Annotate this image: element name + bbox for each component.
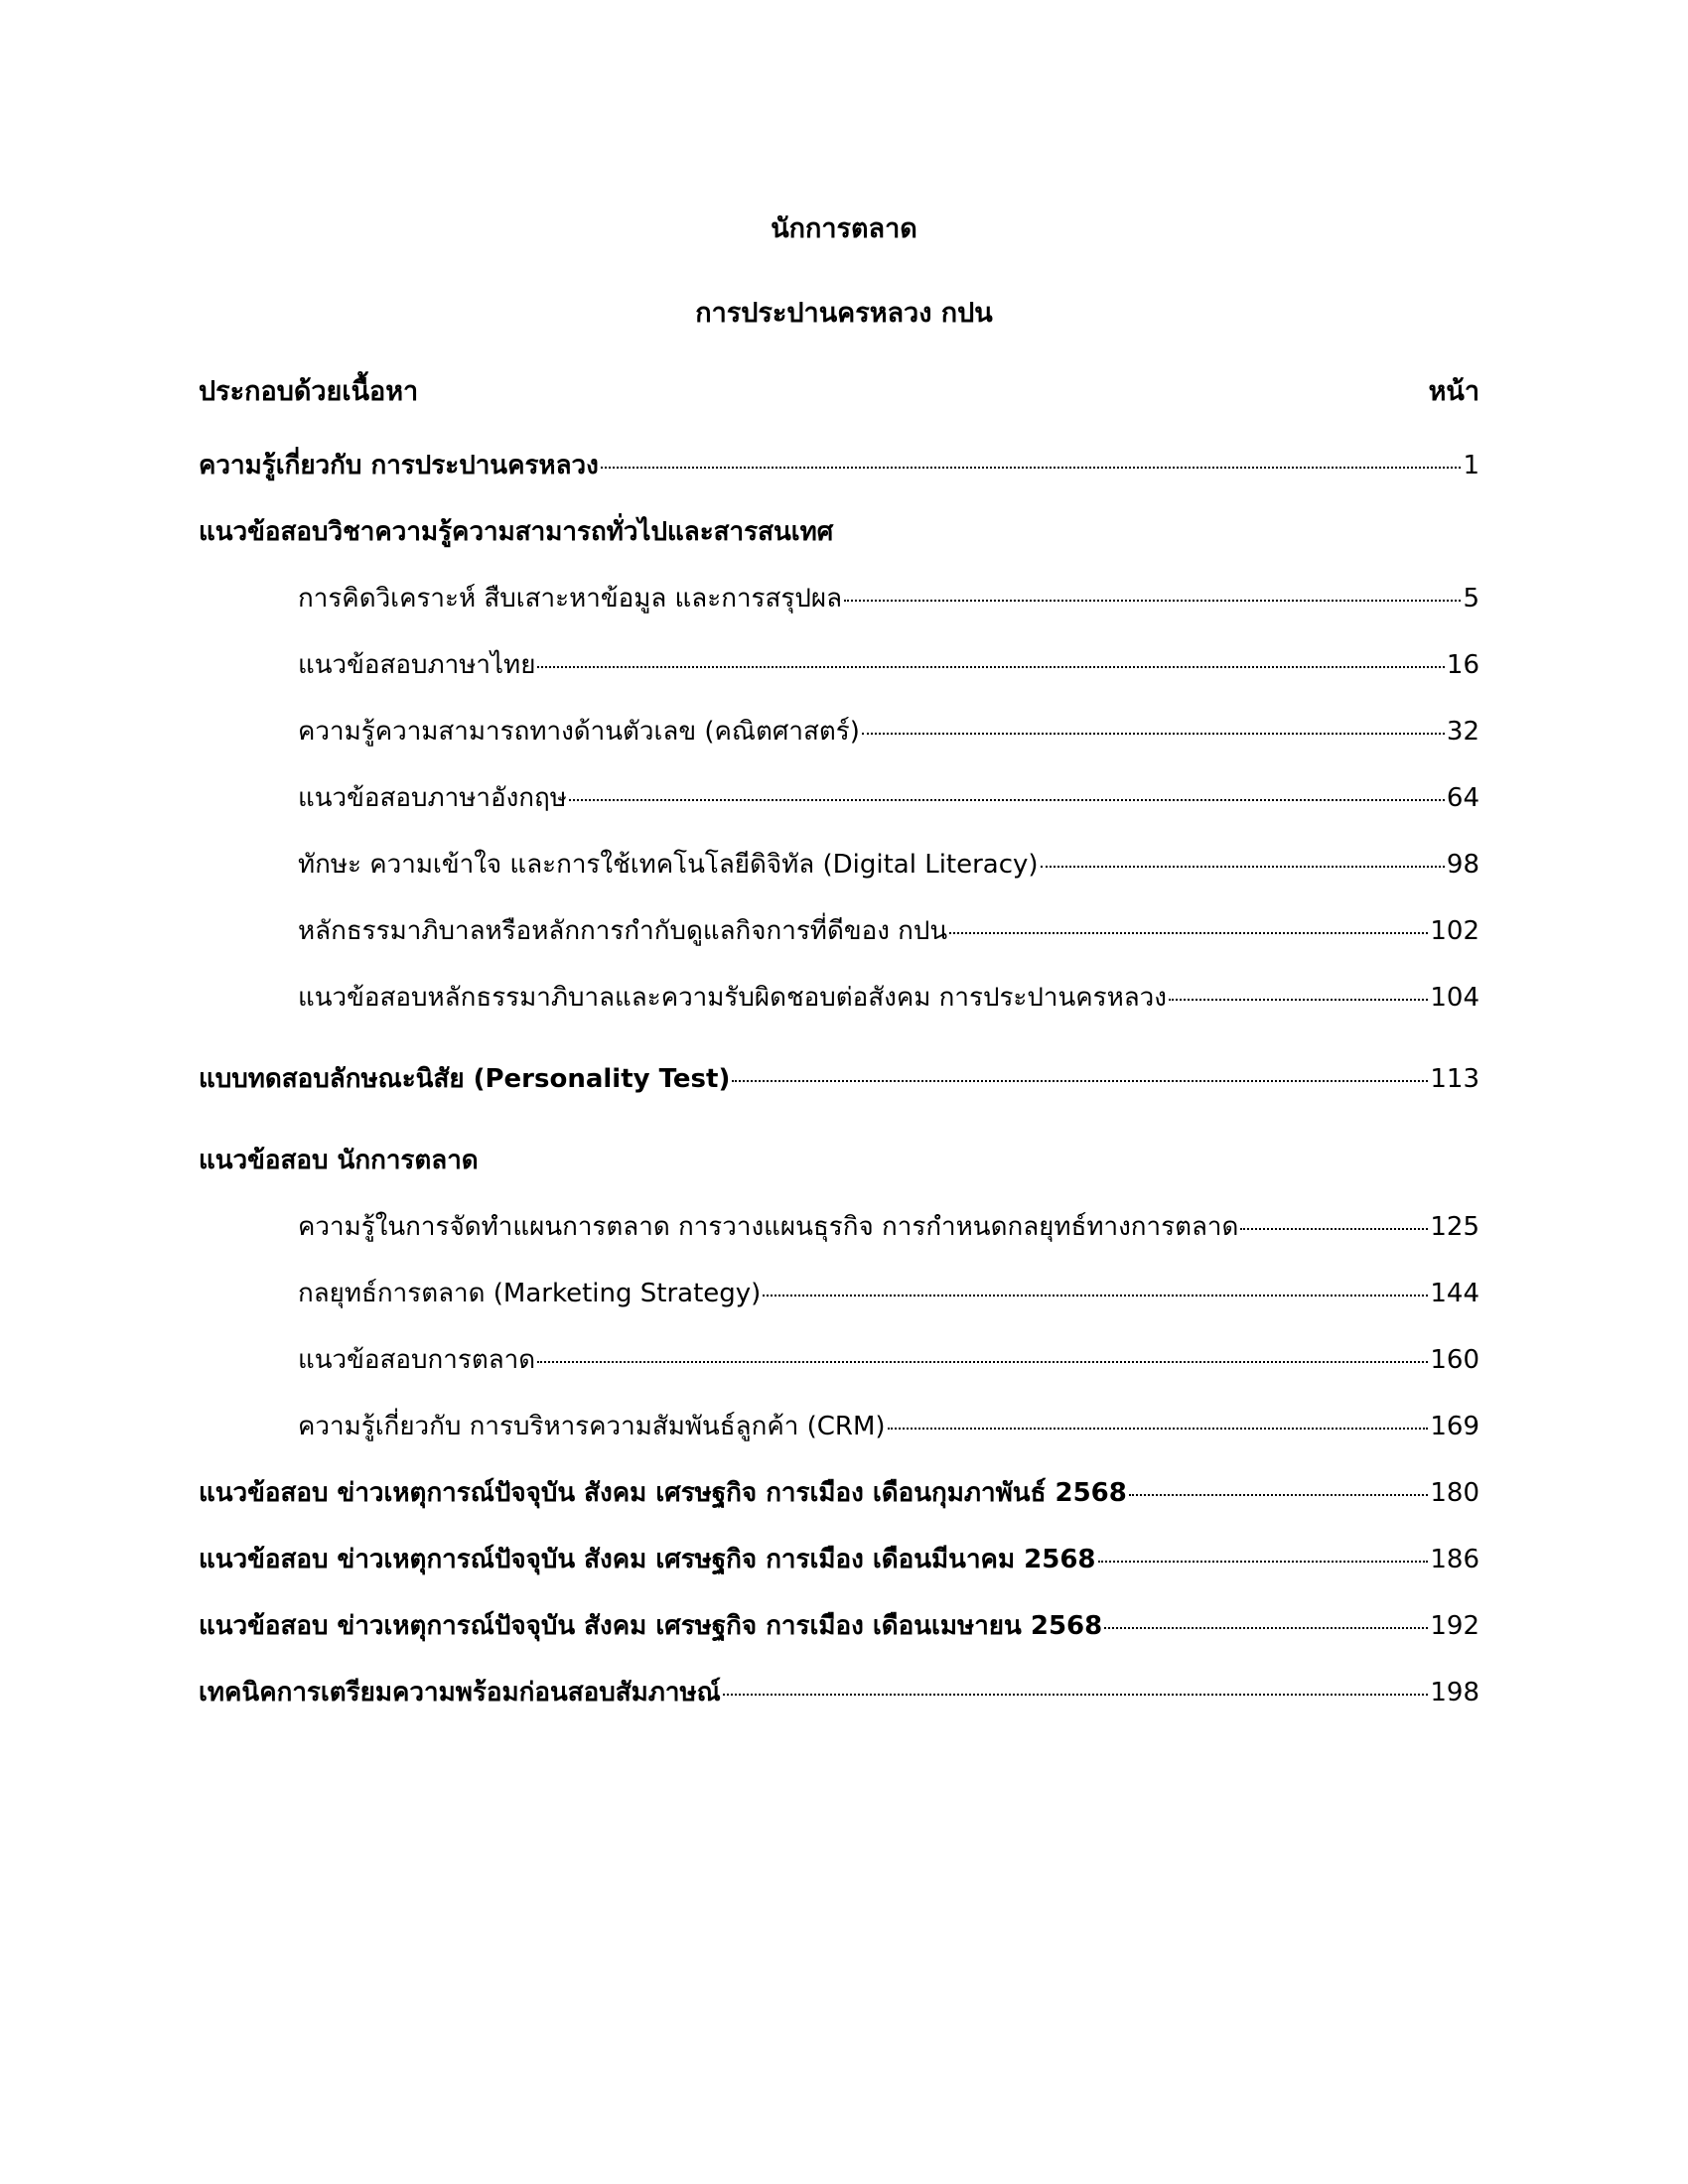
- toc-entry-page: 104: [1430, 983, 1479, 1013]
- toc-entry[interactable]: [298, 644, 1479, 685]
- toc-entry[interactable]: [298, 1273, 1479, 1313]
- toc-entry-interview[interactable]: [199, 1672, 1479, 1712]
- toc-entry-news[interactable]: [199, 1472, 1479, 1513]
- dot-leader: [862, 732, 1445, 735]
- toc-entry-label: กลยุทธ์การตลาด (Marketing Strategy): [298, 1279, 762, 1308]
- toc-entry-label: แนวข้อสอบภาษาอังกฤษ: [298, 783, 567, 813]
- toc-entry-page: 180: [1430, 1478, 1479, 1508]
- toc-entry[interactable]: [298, 910, 1479, 951]
- document-subtitle: การประปานครหลวง กปน: [695, 298, 993, 329]
- toc-entry-label: แนวข้อสอบหลักธรรมาภิบาลและความรับผิดชอบต่อสังคม การประปานครหลวง: [298, 983, 1167, 1013]
- toc-entry-label: การคิดวิเคราะห์ สืบเสาะหาข้อมูล และการสรุปผล: [298, 584, 843, 614]
- toc-entry-page: 186: [1430, 1545, 1479, 1574]
- toc-entry-page: 5: [1463, 584, 1479, 614]
- document-title: นักการตลาด: [771, 213, 917, 244]
- page-label: หน้า: [1428, 376, 1479, 407]
- section-heading-general: แนวข้อสอบวิชาความรู้ความสามารถทั่วไปและสารสนเทศ: [199, 517, 834, 547]
- toc-entry-news[interactable]: [199, 1605, 1479, 1646]
- toc-entry-label: ความรู้ความสามารถทางด้านตัวเลข (คณิตศาสตร์): [298, 717, 860, 747]
- dot-leader: [1104, 1626, 1428, 1629]
- toc-entry-label: แนวข้อสอบการตลาด: [298, 1345, 536, 1375]
- toc-entry-label: แนวข้อสอบ ข่าวเหตุการณ์ปัจจุบัน สังคม เศรษฐกิจ การเมือง เดือนกุมภาพันธ์ 2568: [199, 1478, 1127, 1508]
- toc-entry[interactable]: [298, 844, 1479, 885]
- toc-entry-label: หลักธรรมาภิบาลหรือหลักการกำกับดูแลกิจการที่ดีของ กปน: [298, 916, 948, 946]
- dot-leader: [763, 1294, 1428, 1297]
- dot-leader: [1098, 1560, 1429, 1563]
- toc-entry-personality[interactable]: [199, 1058, 1479, 1099]
- dot-leader: [1240, 1227, 1428, 1230]
- toc-entry-label: ความรู้ในการจัดทำแผนการตลาด การวางแผนธุรกิจ การกำหนดกลยุทธ์ทางการตลาด: [298, 1212, 1239, 1242]
- dot-leader: [537, 1360, 1428, 1363]
- toc-entry-label: แนวข้อสอบ ข่าวเหตุการณ์ปัจจุบัน สังคม เศรษฐกิจ การเมือง เดือนเมษายน 2568: [199, 1611, 1103, 1641]
- toc-entry-knowledge[interactable]: [199, 445, 1479, 485]
- toc-entry-page: 16: [1446, 650, 1479, 680]
- toc-entry-page: 1: [1463, 451, 1479, 480]
- toc-entry-page: 64: [1446, 783, 1479, 813]
- dot-leader: [1129, 1493, 1429, 1496]
- toc-entry-page: 144: [1430, 1279, 1479, 1308]
- toc-entry-label: แนวข้อสอบ ข่าวเหตุการณ์ปัจจุบัน สังคม เศรษฐกิจ การเมือง เดือนมีนาคม 2568: [199, 1545, 1096, 1574]
- toc-entry-label: แบบทดสอบลักษณะนิสัย (Personality Test): [199, 1064, 731, 1094]
- toc-entry[interactable]: [298, 1206, 1479, 1247]
- toc-entry-page: 113: [1430, 1064, 1479, 1094]
- toc-entry[interactable]: [298, 578, 1479, 618]
- dot-leader: [844, 599, 1461, 602]
- toc-entry-label: แนวข้อสอบภาษาไทย: [298, 650, 536, 680]
- toc-entry-page: 125: [1430, 1212, 1479, 1242]
- dot-leader: [1169, 998, 1428, 1001]
- toc-entry[interactable]: [298, 777, 1479, 818]
- dot-leader: [537, 665, 1444, 668]
- dot-leader: [723, 1693, 1429, 1696]
- toc-entry-label: ทักษะ ความเข้าใจ และการใช้เทคโนโลยีดิจิทัล (Digital Literacy): [298, 850, 1039, 880]
- toc-entry[interactable]: [298, 1406, 1479, 1446]
- toc-entry-page: 192: [1430, 1611, 1479, 1641]
- toc-entry-page: 198: [1430, 1678, 1479, 1707]
- toc-entry-news[interactable]: [199, 1539, 1479, 1579]
- toc-entry-page: 32: [1446, 717, 1479, 747]
- dot-leader: [732, 1079, 1428, 1082]
- dot-leader: [601, 466, 1462, 469]
- toc-entry-page: 98: [1446, 850, 1479, 880]
- toc-entry-label: ความรู้เกี่ยวกับ การบริหารความสัมพันธ์ลูกค้า (CRM): [298, 1412, 886, 1441]
- toc-entry[interactable]: [298, 1339, 1479, 1380]
- dot-leader: [888, 1427, 1429, 1430]
- toc-entry[interactable]: [298, 977, 1479, 1018]
- toc-entry-label: เทคนิคการเตรียมความพร้อมก่อนสอบสัมภาษณ์: [199, 1678, 721, 1707]
- toc-entry[interactable]: [298, 711, 1479, 751]
- toc-entry-page: 160: [1430, 1345, 1479, 1375]
- contents-label: ประกอบด้วยเนื้อหา: [199, 376, 419, 407]
- toc-entry-label: ความรู้เกี่ยวกับ การประปานครหลวง: [199, 451, 599, 480]
- dot-leader: [569, 798, 1445, 801]
- toc-entry-page: 169: [1430, 1412, 1479, 1441]
- toc-header: [199, 369, 1479, 412]
- toc-entry-page: 102: [1430, 916, 1479, 946]
- section-heading-marketing: แนวข้อสอบ นักการตลาด: [199, 1146, 479, 1175]
- dot-leader: [1041, 865, 1445, 868]
- dot-leader: [949, 931, 1428, 934]
